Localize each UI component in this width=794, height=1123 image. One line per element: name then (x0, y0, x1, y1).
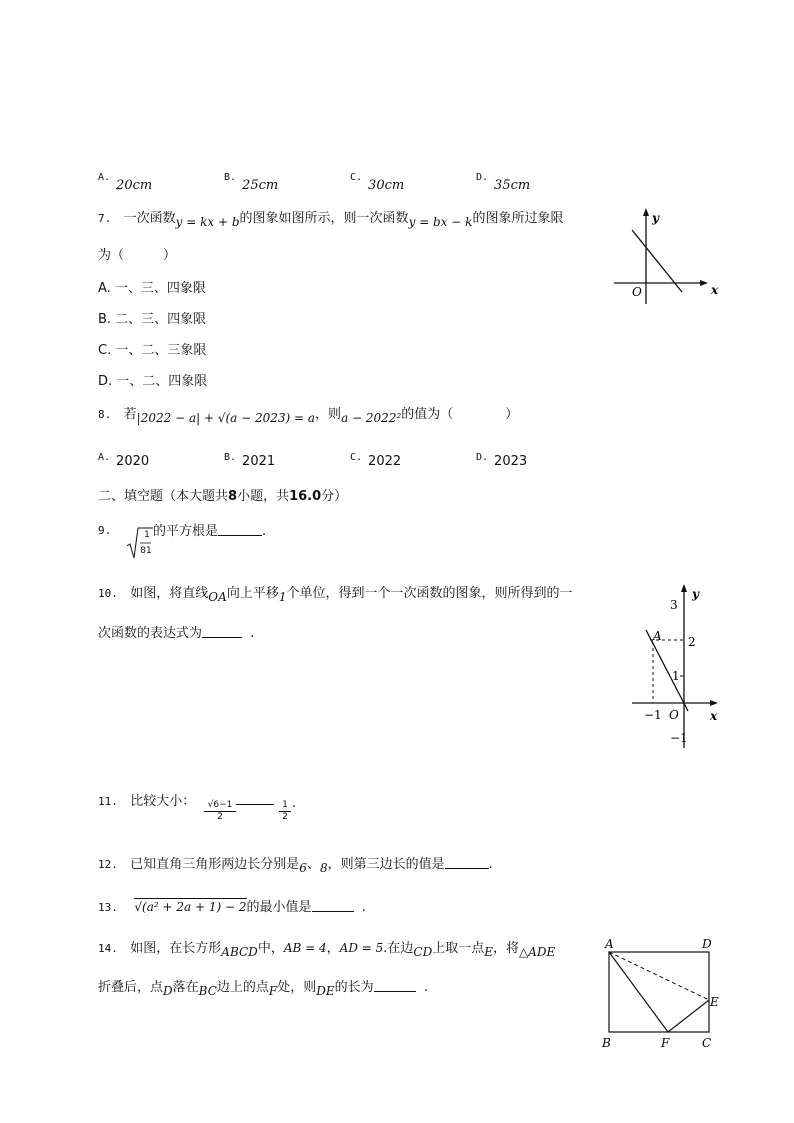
q14-expr-f: F (268, 984, 278, 998)
point-e-label: E (710, 995, 719, 1009)
q14-text-4: .在边 (383, 941, 414, 956)
question-number: 12. (98, 858, 118, 871)
q13-expr: √(a² + 2a + 1) − 2 (134, 900, 247, 914)
option-letter: D. (476, 172, 489, 183)
answer-blank[interactable] (236, 792, 274, 805)
q12-stem (98, 856, 493, 873)
q14-expr-e: E (484, 945, 493, 959)
fraction-numerator: 1 (279, 800, 291, 812)
q7-option-a: A. 一、三、四象限 (98, 281, 206, 296)
q14-text-11: 的长为 (334, 980, 374, 995)
q12-separator: 、 (306, 857, 320, 872)
q11-end: . (292, 796, 297, 811)
q14-expr-bc: BC (198, 984, 217, 998)
question-number: 8. (98, 408, 112, 421)
q14-text-9: 边上的点 (216, 980, 269, 995)
q8-expr-2: a − 2022² (341, 411, 402, 425)
q8-text-3: 的值为（ ） (401, 407, 519, 422)
section-title-text-3: 分） (321, 489, 348, 504)
option-letter: D. (476, 452, 489, 463)
q7-graph (608, 204, 728, 308)
q10-expr-line: OA (208, 590, 227, 604)
q6-option-b (224, 172, 279, 193)
point-f-label: F (661, 1036, 670, 1050)
point-a-label: A (653, 629, 662, 643)
q14-expr-rect: ABCD (221, 945, 258, 959)
question-number: 13. (98, 901, 118, 914)
q7-option-b: B. 二、三、四象限 (98, 312, 207, 327)
q14-figure (598, 936, 724, 1052)
option-letter: C. (350, 452, 363, 463)
answer-blank[interactable] (445, 856, 489, 869)
x-axis-label: x (710, 709, 718, 723)
option-value: 2022 (368, 454, 402, 469)
q14-text-5: 上取一点 (432, 941, 485, 956)
question-number: 9. (98, 524, 112, 537)
segment-ae-dashed (609, 952, 709, 1000)
q11-left-fraction (204, 800, 236, 823)
section-title (98, 489, 347, 505)
q8-option-d (476, 452, 527, 469)
q13-stem (98, 899, 366, 916)
option-value: 35cm (494, 178, 531, 193)
q6-option-c (350, 172, 405, 193)
q13-text: 的最小值是 (246, 900, 312, 915)
x-axis-arrow-icon (710, 700, 718, 706)
q8-text-1: 若 (123, 407, 137, 422)
q7-stem-cont: 为（ ） (98, 248, 177, 263)
q7-text-1: 一次函数 (123, 211, 176, 226)
q7-expr-1: y = kx + b (175, 215, 240, 229)
q10-stem-cont (98, 625, 254, 642)
q14-text-2: 中， (257, 941, 284, 956)
option-value: 2021 (242, 454, 276, 469)
y-axis-label: y (692, 587, 699, 601)
q14-stem (98, 940, 555, 957)
q13-end: . (361, 900, 366, 915)
q7-text-3: 的图象所过象限 (472, 211, 564, 226)
x-axis-label: x (711, 283, 719, 297)
q10-text-1: 如图，将直线 (130, 586, 209, 601)
fraction-denominator: 2 (217, 812, 223, 822)
q12-end: . (488, 857, 493, 872)
q11-right-fraction (279, 800, 291, 823)
q10-graph (628, 578, 732, 750)
q7-option-c: C. 一、二、三象限 (98, 343, 207, 358)
q14-expr-ab: AB = 4 (283, 941, 327, 955)
q14-text-6: ，将 (493, 941, 520, 956)
question-number: 7. (98, 212, 112, 225)
answer-blank[interactable] (312, 899, 354, 912)
section-title-text-2: 小题，共 (237, 489, 290, 504)
q8-option-c (350, 452, 401, 469)
origin-label: O (669, 708, 679, 722)
q14-expr-ad: AD = 5 (339, 941, 384, 955)
q10-text-4: 次函数的表达式为 (98, 626, 203, 641)
q10-end: . (250, 626, 255, 641)
y-tick-label: 1 (672, 669, 680, 683)
q9-fraction-num: 1 (144, 530, 150, 540)
option-value: 2020 (116, 454, 150, 469)
origin-label: O (632, 285, 642, 299)
y-tick-label: 2 (688, 635, 696, 649)
q6-option-a (98, 172, 153, 193)
option-letter: A. (98, 452, 111, 463)
q11-text: 比较大小： (130, 794, 196, 809)
q14-expr-d: D (163, 984, 173, 998)
q12-text-1: 已知直角三角形两边长分别是 (130, 857, 300, 872)
fraction-numerator: √6−1 (204, 800, 236, 812)
section-count: 8 (228, 489, 238, 504)
q14-expr-tri: △ADE (519, 945, 556, 959)
section-score: 16.0 (289, 489, 322, 504)
q11-stem (98, 794, 195, 810)
x-axis-arrow-icon (700, 280, 708, 286)
option-value: 2023 (494, 454, 528, 469)
q10-expr-units: 1 (278, 590, 287, 604)
option-letter: A. (98, 172, 111, 183)
question-number: 14. (98, 942, 118, 955)
section-title-text-1: 二、填空题（本大题共 (98, 489, 229, 504)
option-value: 20cm (116, 178, 153, 193)
option-letter: C. (350, 172, 363, 183)
answer-blank[interactable] (202, 625, 242, 638)
answer-blank[interactable] (374, 979, 416, 992)
answer-blank[interactable] (218, 523, 262, 536)
q7-text-2: 的图象如图所示，则一次函数 (239, 211, 409, 226)
y-axis-arrow-icon (681, 584, 687, 592)
q14-text-7: 折叠后，点 (98, 980, 164, 995)
y-axis-arrow-icon (643, 208, 649, 216)
y-tick-label: −1 (670, 731, 688, 745)
q14-expr-de: DE (316, 984, 335, 998)
q14-text-1: 如图，在长方形 (130, 941, 222, 956)
q7-option-d: D. 一、二、四象限 (98, 374, 208, 389)
q14-text-8: 落在 (172, 980, 199, 995)
q8-stem (98, 406, 518, 423)
q6-option-d (476, 172, 531, 193)
option-value: 30cm (368, 178, 405, 193)
q12-value-1: 6 (299, 861, 307, 875)
q10-stem (98, 585, 572, 602)
y-tick-label: 3 (670, 598, 678, 612)
segment-af (609, 952, 668, 1032)
q14-text-10: 处，则 (277, 980, 317, 995)
q9-text: 的平方根是 (153, 524, 219, 539)
option-letter: B. (224, 172, 237, 183)
point-b-label: B (602, 1036, 611, 1050)
q10-text-2: 向上平移 (226, 586, 279, 601)
q14-expr-cd: CD (413, 945, 433, 959)
y-axis-label: y (652, 211, 659, 225)
q9-number (98, 523, 111, 539)
point-d-label: D (702, 937, 712, 951)
option-letter: B. (224, 452, 237, 463)
question-number: 11. (98, 795, 118, 808)
fraction-denominator: 2 (282, 812, 288, 822)
question-number: 10. (98, 587, 118, 600)
q14-end: . (423, 980, 429, 995)
q14-stem-cont (98, 979, 428, 996)
q8-option-b (224, 452, 275, 469)
segment-fe (668, 1000, 709, 1032)
q9-end: . (262, 524, 267, 539)
x-tick-label: −1 (644, 708, 662, 722)
q12-value-2: 8 (319, 861, 328, 875)
q10-text-3: 个单位，得到一个一次函数的图象，则所得到的一 (286, 586, 573, 601)
q9-stem (153, 523, 266, 540)
point-a-label: A (605, 937, 614, 951)
option-value: 25cm (242, 178, 279, 193)
q7-expr-2: y = bx − k (408, 215, 473, 229)
q12-text-2: ，则第三边长的值是 (327, 857, 445, 872)
q8-expr-1: |2022 − a| + √(a − 2023) = a (136, 411, 316, 425)
q9-fraction-den: 81 (140, 546, 152, 556)
point-c-label: C (702, 1036, 712, 1050)
q7-stem (98, 210, 563, 227)
q14-text-3: ， (326, 941, 340, 956)
q8-text-2: ，则 (315, 407, 342, 422)
q8-option-a (98, 452, 149, 469)
